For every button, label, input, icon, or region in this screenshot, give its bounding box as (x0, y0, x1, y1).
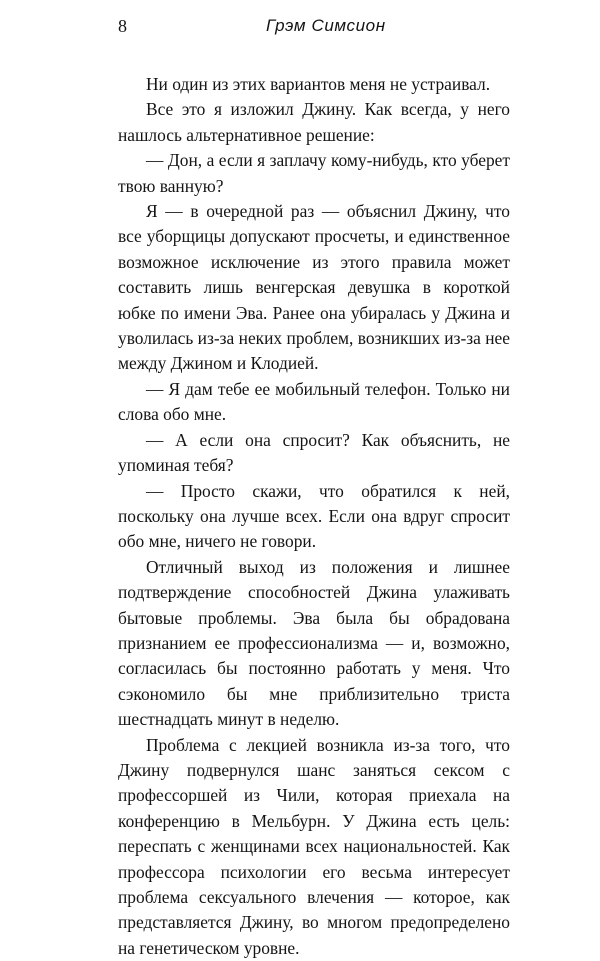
paragraph: Проблема с лекцией возникла из-за того, что Джину подвернулся шанс заняться сексом с профессоршей из Чили, которая приехала на конференцию в Мельбурн. У Джина есть цель: переспать с женщинами всех национальностей. Как профессора психологии его весьма интересует проблема сексуального влечения — которое, как представляется Джину, во многом предопределено на генетическом уровне. (118, 734, 510, 958)
page-header (0, 14, 600, 40)
dialogue-paragraph: — Я дам тебе ее мобильный телефон. Только ни слова обо мне. (118, 378, 510, 425)
paragraph: Отличный выход из положения и лишнее подтверждение способностей Джина улаживать бытовые проблемы. Эва была бы обрадована признанием ее профессионализма — и, возможно, согласилась бы постоянно работать у меня. Что сэкономило бы мне приблизительно триста шестнадцать минут в неделю. (118, 556, 510, 730)
dialogue-paragraph: — А если она спросит? Как объяснить, не упоминая тебя? (118, 429, 510, 476)
paragraph: Все это я изложил Джину. Как всегда, у него нашлось альтернативное решение: (118, 99, 510, 145)
dialogue-paragraph: — Просто скажи, что обратился к ней, поскольку она лучше всех. Если она вдруг спросит обо мне, ничего не говори. (118, 480, 510, 552)
running-title: Грэм Симсион (266, 16, 386, 35)
paragraph: Я — в очередной раз — объяснил Джину, что все уборщицы допускают просчеты, и единственное возможное исключение из этого правила может составить лишь венгерская девушка в короткой юбке по имени Эва. Ранее она убиралась у Джина и уволилась из-за неких проблем, возникших из-за нее между Джином и Клодией. (118, 201, 510, 374)
body-text (118, 72, 510, 961)
paragraph: Ни один из этих вариантов меня не устраивал. (146, 74, 491, 94)
page-number: 8 (118, 16, 127, 36)
dialogue-paragraph: — Дон, а если я заплачу кому-нибудь, кто уберет твою ванную? (118, 150, 510, 196)
